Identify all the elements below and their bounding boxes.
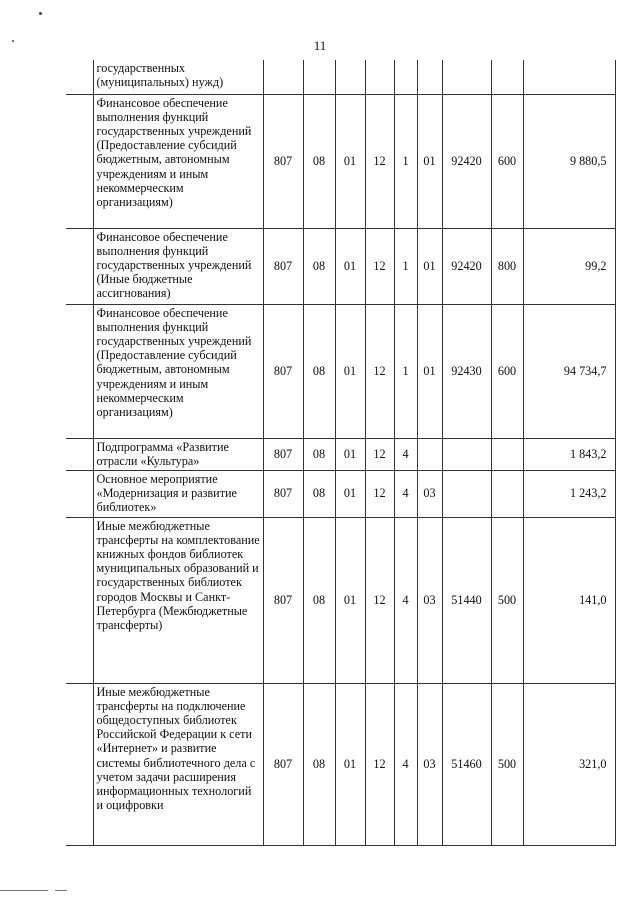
footer-rule bbox=[0, 890, 48, 891]
cell-amount bbox=[523, 60, 615, 94]
page-number: 11 bbox=[313, 38, 327, 53]
cell-expense-type bbox=[491, 470, 523, 517]
cell-section bbox=[303, 60, 335, 94]
cell-program: 12 bbox=[365, 470, 394, 517]
cell-amount: 9 880,5 bbox=[523, 94, 615, 228]
cell-program: 12 bbox=[365, 228, 394, 304]
cell-program: 12 bbox=[365, 683, 394, 845]
scan-speck bbox=[39, 12, 42, 15]
table-row bbox=[66, 470, 615, 517]
table-row bbox=[66, 228, 615, 304]
cell-direction: 92430 bbox=[442, 304, 491, 438]
cell-expense-type: 500 bbox=[491, 517, 523, 683]
cell-program bbox=[365, 60, 394, 94]
cell-section: 08 bbox=[303, 470, 335, 517]
row-name: Подпрограмма «Развитие отрасли «Культура» bbox=[93, 438, 263, 470]
cell-subprogram: 1 bbox=[394, 304, 417, 438]
cell-ministry: 807 bbox=[263, 517, 303, 683]
cell-subprogram: 1 bbox=[394, 94, 417, 228]
cell-direction bbox=[442, 60, 491, 94]
cell-section: 08 bbox=[303, 683, 335, 845]
cell-ministry bbox=[263, 60, 303, 94]
budget-table bbox=[66, 60, 616, 846]
cell-direction bbox=[442, 438, 491, 470]
footer-rule bbox=[55, 890, 67, 891]
cell-section: 08 bbox=[303, 304, 335, 438]
row-name: Иные межбюджетные трансферты на комплектование книжных фондов библиотек муниципальных образований и государственных библиотек городов Москвы и Санкт-Петербурга (Межбюджетные трансферты) bbox=[93, 517, 263, 683]
table-row bbox=[66, 517, 615, 683]
cell-event: 03 bbox=[417, 470, 442, 517]
cell-expense-type: 500 bbox=[491, 683, 523, 845]
cell-amount: 99,2 bbox=[523, 228, 615, 304]
cell-subsection bbox=[335, 60, 365, 94]
cell-ministry: 807 bbox=[263, 94, 303, 228]
cell-event bbox=[417, 438, 442, 470]
row-name: государственных (муниципальных) нужд) bbox=[93, 60, 263, 94]
cell-subprogram: 4 bbox=[394, 438, 417, 470]
cell-subsection: 01 bbox=[335, 517, 365, 683]
cell-amount: 94 734,7 bbox=[523, 304, 615, 438]
row-name: Финансовое обеспечение выполнения функций государственных учреждений (Предоставление субсидий бюджетным, автономным учреждениям и иным некоммерческим организациям) bbox=[93, 94, 263, 228]
cell-amount: 141,0 bbox=[523, 517, 615, 683]
cell-program: 12 bbox=[365, 304, 394, 438]
cell-section: 08 bbox=[303, 228, 335, 304]
cell-subsection: 01 bbox=[335, 304, 365, 438]
cell-amount: 321,0 bbox=[523, 683, 615, 845]
cell-subsection: 01 bbox=[335, 683, 365, 845]
cell-subsection: 01 bbox=[335, 470, 365, 517]
cell-subprogram: 1 bbox=[394, 228, 417, 304]
cell-expense-type: 600 bbox=[491, 94, 523, 228]
cell-event: 01 bbox=[417, 228, 442, 304]
table-row bbox=[66, 60, 615, 94]
cell-program: 12 bbox=[365, 438, 394, 470]
row-name: Иные межбюджетные трансферты на подключение общедоступных библиотек Российской Федерации к сети «Интернет» и развитие системы библиотечного дела с учетом задачи расширения информационных технологий и оцифровки bbox=[93, 683, 263, 845]
cell-program: 12 bbox=[365, 517, 394, 683]
cell-program: 12 bbox=[365, 94, 394, 228]
cell-expense-type: 600 bbox=[491, 304, 523, 438]
cell-subsection: 01 bbox=[335, 438, 365, 470]
cell-subprogram: 4 bbox=[394, 683, 417, 845]
table-row bbox=[66, 683, 615, 845]
cell-direction: 51460 bbox=[442, 683, 491, 845]
cell-event: 01 bbox=[417, 304, 442, 438]
row-name: Основное мероприятие «Модернизация и развитие библиотек» bbox=[93, 470, 263, 517]
cell-expense-type bbox=[491, 438, 523, 470]
cell-subsection: 01 bbox=[335, 228, 365, 304]
cell-amount: 1 843,2 bbox=[523, 438, 615, 470]
cell-ministry: 807 bbox=[263, 470, 303, 517]
cell-subsection: 01 bbox=[335, 94, 365, 228]
cell-direction bbox=[442, 470, 491, 517]
cell-event: 03 bbox=[417, 683, 442, 845]
table-row bbox=[66, 304, 615, 438]
cell-subprogram: 4 bbox=[394, 517, 417, 683]
cell-subprogram bbox=[394, 60, 417, 94]
cell-expense-type bbox=[491, 60, 523, 94]
cell-event bbox=[417, 60, 442, 94]
cell-direction: 92420 bbox=[442, 228, 491, 304]
cell-ministry: 807 bbox=[263, 228, 303, 304]
cell-event: 01 bbox=[417, 94, 442, 228]
cell-direction: 92420 bbox=[442, 94, 491, 228]
row-name: Финансовое обеспечение выполнения функций государственных учреждений (Предоставление субсидий бюджетным, автономным учреждениям и иным некоммерческим организациям) bbox=[93, 304, 263, 438]
cell-direction: 51440 bbox=[442, 517, 491, 683]
cell-event: 03 bbox=[417, 517, 442, 683]
cell-section: 08 bbox=[303, 517, 335, 683]
row-name: Финансовое обеспечение выполнения функций государственных учреждений (Иные бюджетные ассигнования) bbox=[93, 228, 263, 304]
table-row bbox=[66, 94, 615, 228]
cell-amount: 1 243,2 bbox=[523, 470, 615, 517]
cell-ministry: 807 bbox=[263, 304, 303, 438]
cell-ministry: 807 bbox=[263, 683, 303, 845]
cell-ministry: 807 bbox=[263, 438, 303, 470]
cell-expense-type: 800 bbox=[491, 228, 523, 304]
cell-section: 08 bbox=[303, 438, 335, 470]
cell-section: 08 bbox=[303, 94, 335, 228]
cell-subprogram: 4 bbox=[394, 470, 417, 517]
table-row bbox=[66, 438, 615, 470]
